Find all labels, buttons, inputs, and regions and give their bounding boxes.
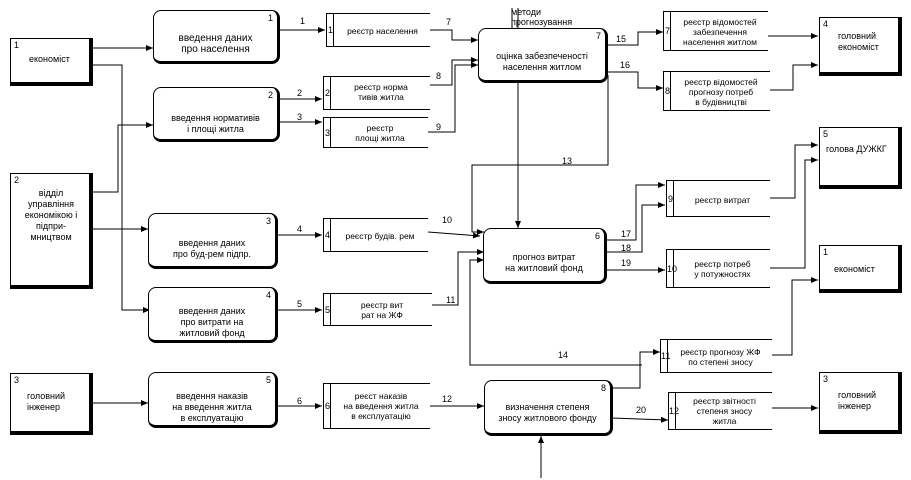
store-9 bbox=[666, 180, 770, 217]
entity-number: 1 bbox=[14, 40, 20, 50]
entity-head-dujkg bbox=[819, 127, 902, 189]
entity-number: 1 bbox=[823, 247, 829, 257]
process-2 bbox=[153, 87, 280, 142]
arrow-store9-to-head bbox=[770, 145, 818, 198]
flow-number-13: 13 bbox=[562, 156, 573, 166]
process-8 bbox=[484, 380, 613, 436]
process-number: 4 bbox=[265, 290, 271, 300]
flow-16 bbox=[606, 72, 663, 88]
store-1 bbox=[326, 13, 430, 47]
entity-chief-economist bbox=[819, 17, 902, 76]
entity-number: 4 bbox=[823, 19, 829, 29]
process-label: введення наказів на введення житла в експлуатацію bbox=[172, 391, 252, 423]
store-number: 7 bbox=[664, 26, 670, 36]
entity-label: головний інженер bbox=[27, 391, 66, 412]
store-label: реєстр площі житла bbox=[355, 123, 405, 143]
process-number: 6 bbox=[594, 231, 600, 241]
entity-label: відділ управління економікою і підпри- мництвом bbox=[24, 188, 78, 242]
store-label: реєстр звітності степеня зносу житла bbox=[693, 396, 756, 426]
process-label: прогноз витрат на житловий фонд bbox=[505, 252, 583, 273]
process-number: 5 bbox=[265, 375, 271, 385]
flow-18 bbox=[604, 205, 665, 252]
entity-label: економіст bbox=[29, 54, 70, 64]
flow-number-6: 6 bbox=[297, 396, 303, 406]
process-number: 1 bbox=[267, 13, 273, 23]
flow-number-18: 18 bbox=[621, 243, 632, 253]
flow-number-4: 4 bbox=[297, 224, 303, 234]
store-11 bbox=[660, 339, 772, 373]
flow-number-19: 19 bbox=[621, 258, 632, 268]
store-number: 6 bbox=[324, 401, 330, 411]
process-3 bbox=[148, 213, 278, 269]
arrow-store11-to-economist bbox=[772, 280, 818, 355]
flow-number-16: 16 bbox=[620, 60, 631, 70]
flow-number-5: 5 bbox=[297, 299, 303, 309]
process-number: 7 bbox=[595, 31, 601, 41]
arrow-store10-to-head bbox=[770, 160, 818, 268]
process-number: 2 bbox=[267, 90, 273, 100]
entity-label: головний економіст bbox=[838, 31, 879, 52]
store-6 bbox=[323, 383, 430, 429]
process-label: визначення степеня зносу житлового фонду bbox=[498, 402, 597, 423]
process-1 bbox=[153, 10, 280, 64]
entity-label: головний інженер bbox=[838, 390, 877, 411]
store-number: 5 bbox=[324, 304, 330, 315]
entity-number: 3 bbox=[14, 375, 20, 385]
store-8 bbox=[663, 71, 770, 111]
store-number: 4 bbox=[324, 230, 330, 240]
flow-number-3: 3 bbox=[297, 112, 303, 122]
store-label: реєстр норма тивів житла bbox=[354, 82, 408, 102]
entity-chief-engineer-2 bbox=[819, 372, 902, 434]
entity-chief-engineer bbox=[10, 373, 93, 435]
store-label: реєстр потреб у потужностях bbox=[694, 259, 751, 279]
store-4 bbox=[323, 218, 428, 252]
flow-20 bbox=[612, 418, 668, 420]
store-number: 8 bbox=[664, 86, 670, 96]
store-3 bbox=[323, 117, 428, 148]
store-10 bbox=[666, 249, 770, 288]
entity-label: голова ДУЖКГ bbox=[826, 144, 887, 154]
store-12 bbox=[668, 392, 772, 430]
process-label: введення даних про витрати на житловий фонд bbox=[178, 306, 246, 338]
store-number: 9 bbox=[667, 193, 673, 204]
flow-number-9: 9 bbox=[436, 122, 442, 132]
store-label: реєстр відомостей прогнозу потреб в будівництві bbox=[684, 77, 758, 107]
flow-number-14: 14 bbox=[558, 350, 569, 360]
store-label: реєстр населення bbox=[347, 26, 418, 36]
entity-economist-2 bbox=[819, 245, 902, 293]
store-label: реєстр відомостей забезпечення населення житлом bbox=[683, 17, 757, 47]
store-label: реєстр витрат bbox=[694, 195, 751, 205]
flow-7 bbox=[430, 30, 478, 40]
entity-economist bbox=[10, 38, 93, 86]
process-label: оцінка забезпеченості населення житлом bbox=[496, 51, 588, 72]
flow-number-7: 7 bbox=[446, 17, 452, 27]
store-number: 11 bbox=[661, 351, 671, 361]
store-number: 2 bbox=[324, 88, 330, 98]
flow-number-12: 12 bbox=[442, 394, 453, 404]
process-label: введення нормативів і площі житла bbox=[171, 113, 260, 134]
flow-number-10: 10 bbox=[442, 215, 453, 225]
process-6 bbox=[483, 228, 607, 284]
entity-number: 5 bbox=[823, 129, 829, 139]
flow-number-8: 8 bbox=[436, 71, 442, 81]
process-5 bbox=[148, 372, 278, 428]
methods-label: методи прогнозування bbox=[511, 7, 573, 27]
flow-17 bbox=[604, 185, 665, 240]
store-5 bbox=[323, 293, 432, 326]
flow-10 bbox=[428, 232, 480, 236]
store-2 bbox=[323, 76, 430, 110]
process-number: 8 bbox=[600, 383, 606, 393]
arrow-store8-to-chief-economist bbox=[770, 65, 818, 90]
arrow-proc8-to-store11 bbox=[612, 352, 660, 388]
store-number: 12 bbox=[669, 406, 680, 416]
flow-15 bbox=[606, 32, 663, 45]
process-4 bbox=[148, 287, 278, 343]
process-7 bbox=[478, 28, 608, 83]
flow-number-20: 20 bbox=[636, 405, 647, 415]
process-number: 3 bbox=[265, 216, 271, 226]
flow-number-11: 11 bbox=[446, 295, 456, 305]
process-label: введення даних про населення bbox=[178, 33, 253, 55]
store-label: реєстр вит рат на ЖФ bbox=[360, 300, 404, 320]
flow-number-2: 2 bbox=[297, 88, 303, 98]
arrow-economist-to-proc4 bbox=[92, 65, 150, 310]
flow-13 bbox=[472, 75, 608, 232]
flow-number-15: 15 bbox=[616, 34, 627, 44]
flow-number-1: 1 bbox=[300, 16, 306, 26]
process-label: введення даних про буд-рем підпр. bbox=[173, 238, 251, 259]
entity-number: 3 bbox=[823, 374, 829, 384]
store-label: реєст наказів на введення житла в експлуатацію bbox=[343, 391, 419, 421]
flow-number-17: 17 bbox=[621, 229, 632, 239]
store-number: 10 bbox=[667, 263, 678, 274]
store-number: 3 bbox=[324, 127, 330, 138]
store-label: реєстр прогнозу ЖФ по степені зносу bbox=[680, 347, 761, 367]
store-7 bbox=[663, 11, 768, 51]
entity-economic-department bbox=[10, 173, 93, 289]
entity-number: 2 bbox=[14, 175, 20, 185]
store-number: 1 bbox=[327, 25, 333, 35]
store-label: реєстр будів. рем bbox=[345, 231, 415, 241]
entity-label: економіст bbox=[834, 264, 875, 274]
